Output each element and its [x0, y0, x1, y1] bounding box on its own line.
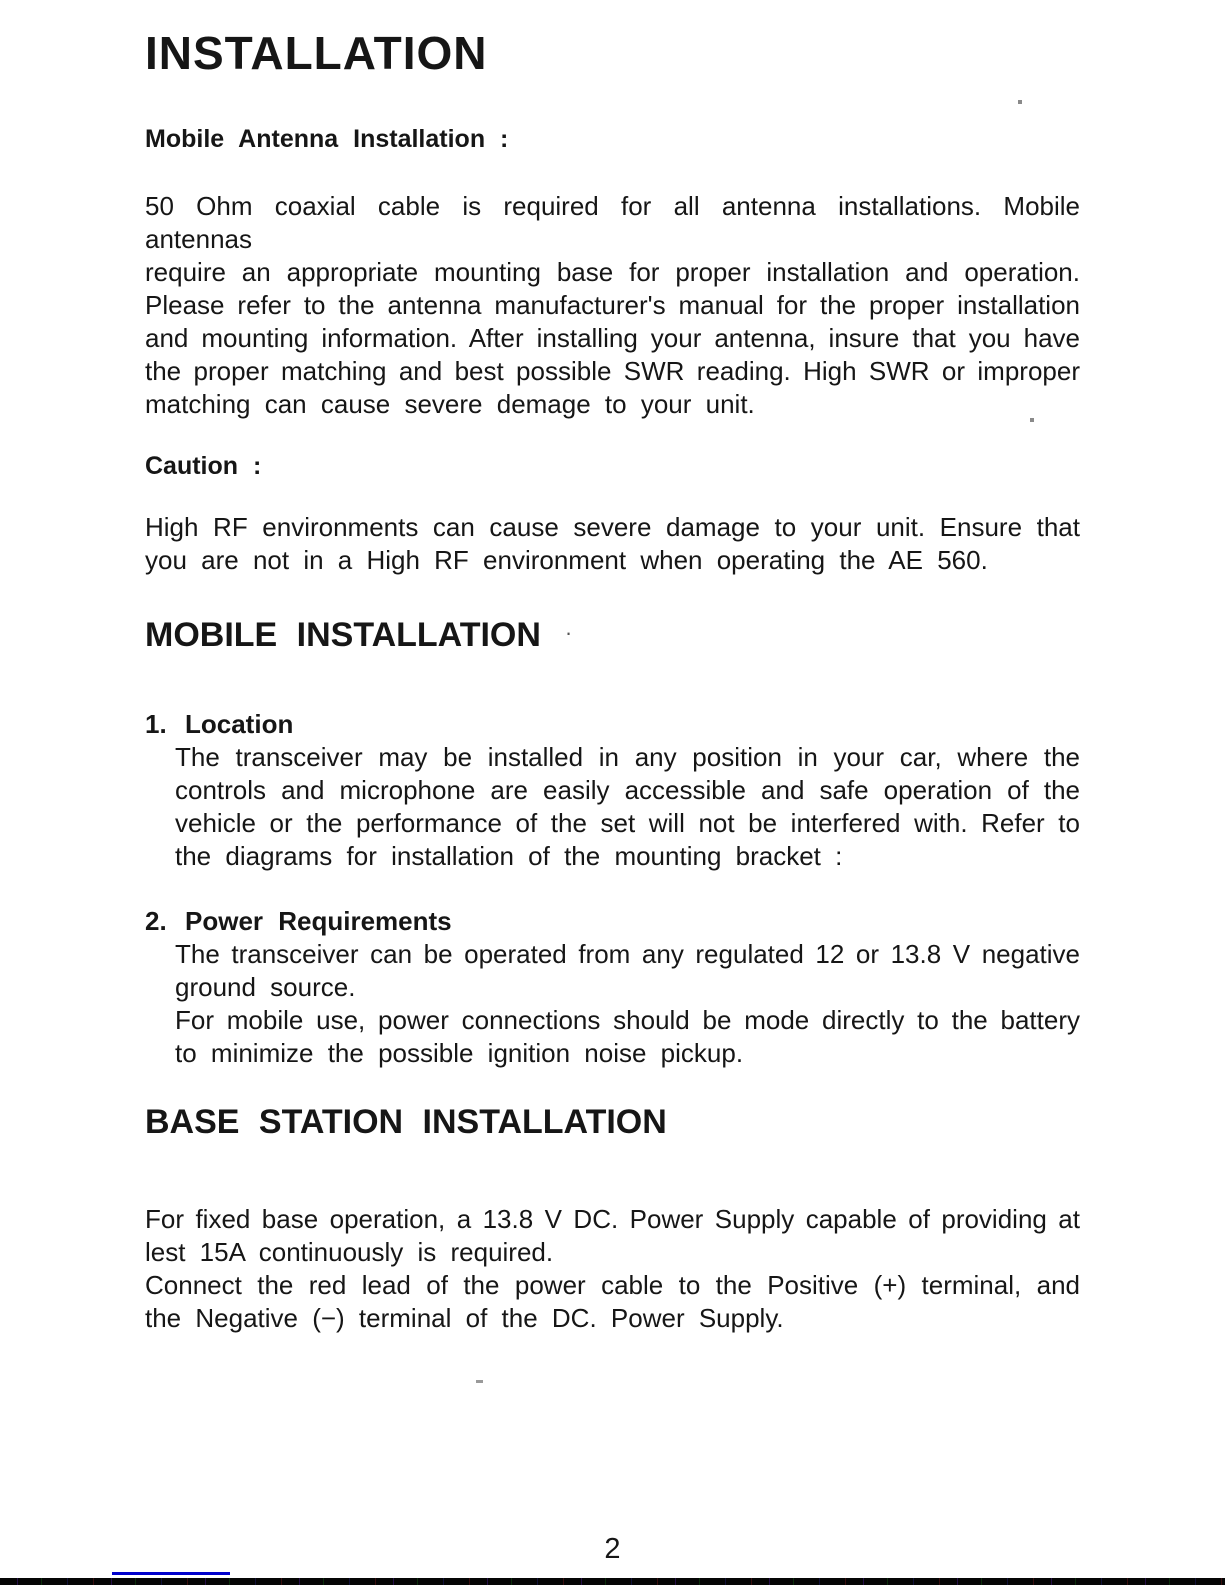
paragraph-line: lest 15A continuously is required.	[145, 1237, 554, 1267]
paragraph-line: High RF environments can cause severe damage to your unit. Ensure that	[145, 512, 1080, 542]
base-station-heading: BASE STATION INSTALLATION	[145, 1103, 667, 1141]
mobile-antenna-paragraph	[145, 190, 1080, 421]
paragraph-line: For fixed base operation, a 13.8 V DC. Power Supply capable of providing at	[145, 1204, 1080, 1234]
paragraph-line: controls and microphone are easily accessible and safe operation of the	[175, 775, 1080, 805]
paragraph-line: matching can cause severe demage to your unit.	[145, 389, 755, 419]
paragraph-line: the Negative (−) terminal of the DC. Power Supply.	[145, 1303, 784, 1333]
paragraph-line: The transceiver may be installed in any position in your car, where the	[175, 742, 1080, 772]
power-requirements-section	[145, 905, 1080, 1070]
paragraph-line: you are not in a High RF environment when operating the AE 560.	[145, 545, 988, 575]
scan-artifact-dot	[476, 1380, 483, 1383]
scan-artifact-dot	[1030, 418, 1034, 422]
footer-blue-line	[112, 1572, 230, 1575]
paragraph-line: ground source.	[175, 972, 356, 1002]
paragraph-line: and mounting information. After installing your antenna, insure that you have	[145, 323, 1080, 353]
paragraph-line: the proper matching and best possible SWR reading. High SWR or improper	[145, 356, 1080, 386]
location-heading	[145, 708, 1080, 741]
paragraph-line: Connect the red lead of the power cable to the Positive (+) terminal, and	[145, 1270, 1080, 1300]
caution-heading: Caution :	[145, 452, 262, 480]
scan-artifact-dot: ·	[564, 620, 573, 645]
mobile-antenna-heading: Mobile Antenna Installation :	[145, 125, 509, 153]
paragraph-line: 50 Ohm coaxial cable is required for all antenna installations. Mobile antennas	[145, 191, 1080, 254]
location-number: 1.	[145, 709, 167, 739]
paragraph-line: vehicle or the performance of the set will not be interfered with. Refer to	[175, 808, 1080, 838]
paragraph-line: The transceiver can be operated from any regulated 12 or 13.8 V negative	[175, 939, 1080, 969]
paragraph-line: Please refer to the antenna manufacturer's manual for the proper installation	[145, 290, 1080, 320]
paragraph-line: require an appropriate mounting base for proper installation and operation.	[145, 257, 1080, 287]
location-title: Location	[185, 709, 294, 739]
page-title: INSTALLATION	[145, 27, 488, 79]
page-number: 2	[604, 1533, 621, 1565]
paragraph-line: For mobile use, power connections should be mode directly to the battery	[175, 1005, 1080, 1035]
paragraph-line: the diagrams for installation of the mounting bracket :	[175, 841, 843, 871]
scan-edge-bar	[0, 1578, 1225, 1585]
location-paragraph	[145, 741, 1080, 873]
paragraph-line: to minimize the possible ignition noise pickup.	[175, 1038, 744, 1068]
power-requirements-heading	[145, 905, 1080, 938]
power-requirements-paragraph	[145, 938, 1080, 1070]
location-section	[145, 708, 1080, 873]
caution-paragraph	[145, 511, 1080, 577]
page-content	[145, 0, 1080, 1565]
mobile-installation-heading-text: MOBILE INSTALLATION	[145, 616, 541, 654]
mobile-installation-heading	[145, 616, 1080, 652]
power-requirements-number: 2.	[145, 906, 167, 936]
power-requirements-title: Power Requirements	[185, 906, 452, 936]
scan-artifact-dot	[1018, 100, 1022, 104]
base-station-paragraph	[145, 1203, 1080, 1335]
